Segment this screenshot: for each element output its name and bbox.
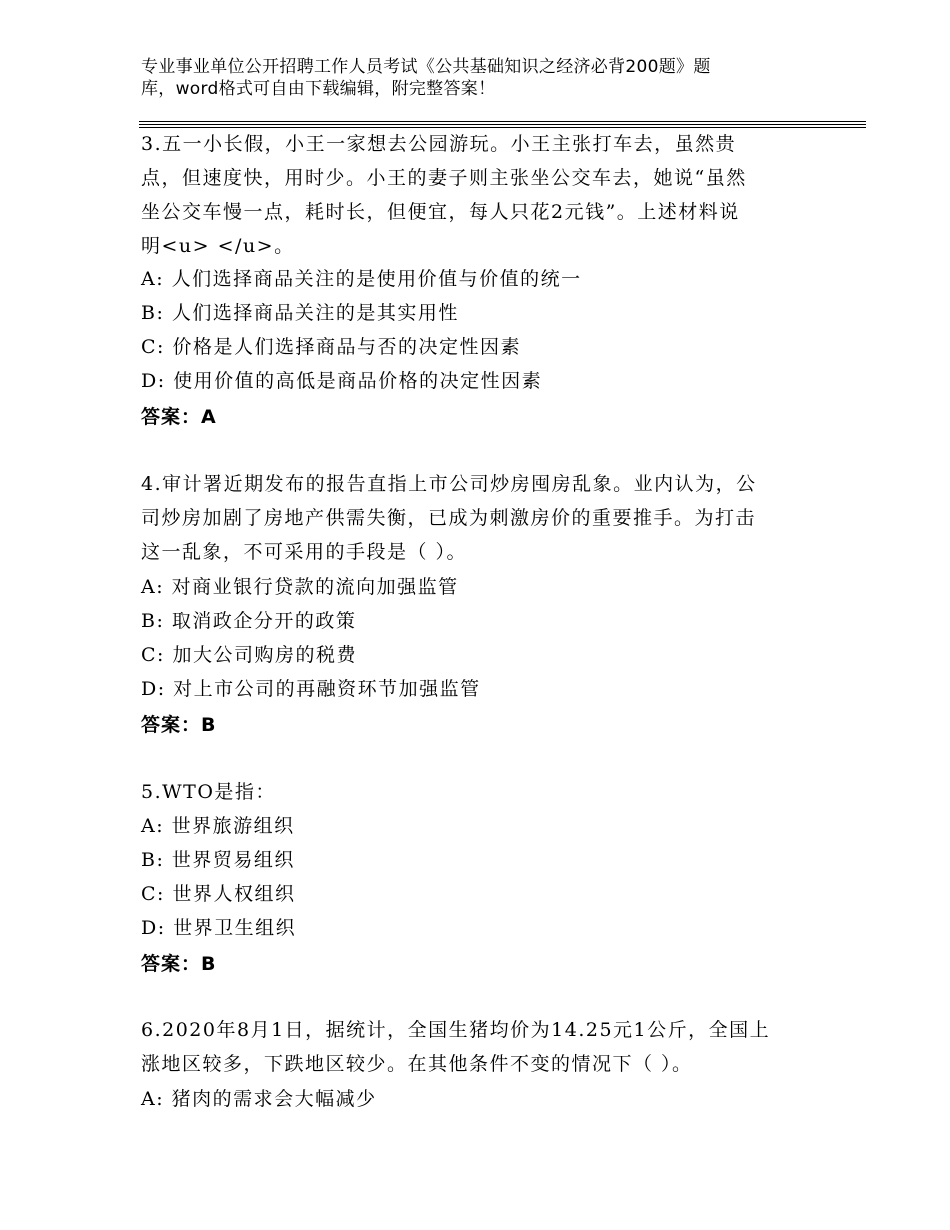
question-line: 明<u> </u>。 xyxy=(141,235,295,257)
option-d: D: 使用价值的高低是商品价格的决定性因素 xyxy=(141,370,543,392)
question-line: 6.2020年8月1日，据统计，全国生猪均价为14.25元1公斤，全国上 xyxy=(141,1019,771,1041)
question-6-text xyxy=(141,1013,801,1081)
header-line-2: 库，word格式可自由下载编辑，附完整答案！ xyxy=(141,79,496,99)
question-line: 涨地区较多，下跌地区较少。在其他条件不变的情况下（ ）。 xyxy=(141,1053,693,1075)
question-line: 5.WTO是指： xyxy=(141,781,276,803)
option-b: B: 人们选择商品关注的是其实用性 xyxy=(141,302,459,324)
question-line: 坐公交车慢一点，耗时长，但便宜，每人只花2元钱”。上述材料说 xyxy=(141,201,740,223)
answer-label: 答案：B xyxy=(141,714,217,736)
document-header xyxy=(141,56,781,100)
answer-label: 答案：A xyxy=(141,406,217,428)
question-line: 这一乱象，不可采用的手段是（ ）。 xyxy=(141,541,468,563)
answer-label: 答案：B xyxy=(141,953,217,975)
question-line: 司炒房加剧了房地产供需失衡，已成为刺激房价的重要推手。为打击 xyxy=(141,507,757,529)
question-4-text xyxy=(141,467,801,569)
header-divider-line xyxy=(139,121,866,122)
header-line-1: 专业事业单位公开招聘工作人员考试《公共基础知识之经济必背200题》题 xyxy=(141,57,711,77)
option-b: B: 世界贸易组织 xyxy=(141,849,295,871)
question-5-text xyxy=(141,775,801,809)
option-a: A: 对商业银行贷款的流向加强监管 xyxy=(141,576,459,598)
option-a: A: 猪肉的需求会大幅减少 xyxy=(141,1088,377,1110)
option-c: C: 加大公司购房的税费 xyxy=(141,644,357,666)
header-divider-line xyxy=(139,124,866,125)
option-d: D: 对上市公司的再融资环节加强监管 xyxy=(141,678,481,700)
question-line: 3.五一小长假，小王一家想去公园游玩。小王主张打车去，虽然贵 xyxy=(141,133,737,155)
question-line: 点，但速度快，用时少。小王的妻子则主张坐公交车去，她说“虽然 xyxy=(141,167,747,189)
question-3-text xyxy=(141,127,801,263)
option-a: A: 人们选择商品关注的是使用价值与价值的统一 xyxy=(141,268,582,290)
question-line: 4.审计署近期发布的报告直指上市公司炒房囤房乱象。业内认为，公 xyxy=(141,473,757,495)
option-a: A: 世界旅游组织 xyxy=(141,815,295,837)
option-d: D: 世界卫生组织 xyxy=(141,917,297,939)
option-c: C: 价格是人们选择商品与否的决定性因素 xyxy=(141,336,521,358)
option-b: B: 取消政企分开的政策 xyxy=(141,610,357,632)
option-c: C: 世界人权组织 xyxy=(141,883,296,905)
